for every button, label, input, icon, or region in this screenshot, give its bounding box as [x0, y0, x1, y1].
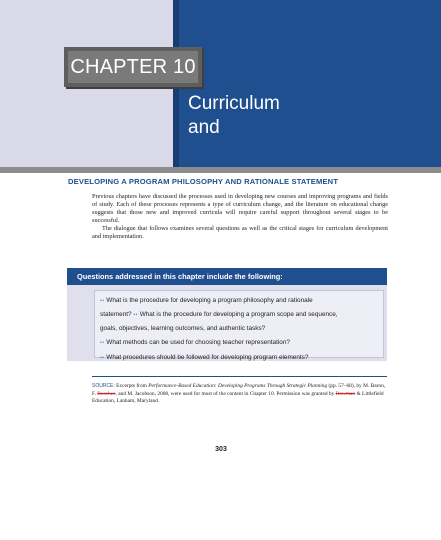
- source-text: (pp. 57–68), by M.: [328, 383, 370, 389]
- bullet-icon: ••: [133, 312, 138, 318]
- paragraph-2-line: curriculum development and implementation.: [92, 225, 388, 241]
- page-number: 303: [215, 446, 227, 453]
- source-text: , and M. Jacobson, 2008, were used for most of the content in Chapter 10. Permission was granted by: [115, 390, 335, 397]
- question-line: [100, 322, 390, 335]
- chapter-label-box: [64, 47, 202, 87]
- source-text: Littlefield Education, Lanham, Maryland.: [92, 390, 384, 405]
- source-text: Excerpts from: [116, 383, 147, 389]
- intro-body: [92, 193, 388, 242]
- paragraph-1-line: careful support throughout several stages to be successful.: [92, 209, 388, 225]
- intro-paragraph-1: [92, 193, 388, 225]
- question-text: What procedures should be followed for developing program elements?: [106, 354, 309, 361]
- paragraph-1-line: the literature on educational change suggests that those new and improved curricula will require: [92, 201, 389, 217]
- source-text: &: [356, 390, 361, 397]
- question-text: statement?: [100, 311, 132, 318]
- question-line: [100, 308, 390, 322]
- chapter-title-line-1: Curriculum: [188, 93, 280, 114]
- bullet-icon: ••: [100, 340, 105, 346]
- source-struck-name: Boschee: [97, 390, 116, 397]
- intro-paragraph-2: [92, 225, 388, 241]
- question-text: What methods can be used for choosing teacher representation?: [106, 339, 290, 346]
- source-struck-name: Rowman: [335, 390, 356, 397]
- chapter-title-line-2: and: [188, 117, 220, 138]
- question-text: goals, objectives, learning outcomes, and authentic tasks?: [100, 325, 266, 332]
- question-text: What is the procedure for developing a program philosophy and rationale: [106, 297, 313, 304]
- bullet-icon: ••: [100, 355, 105, 361]
- paragraph-1-line: Previous chapters have discussed the processes used in developing new courses and improving: [92, 193, 336, 200]
- questions-list: [100, 294, 390, 365]
- bullet-icon: ••: [100, 298, 105, 304]
- question-text: What is the procedure for developing a program scope and sequence,: [139, 311, 338, 318]
- question-line: [100, 294, 390, 308]
- paragraph-2-line: The dialogue that follows examines several questions as well as the critical stages for: [102, 225, 324, 233]
- source-divider: [92, 376, 387, 377]
- source-label: SOURCE:: [92, 383, 115, 389]
- chapter-title: [188, 92, 428, 140]
- questions-heading: Questions addressed in this chapter include the following:: [67, 268, 387, 285]
- source-note: [92, 383, 388, 406]
- question-line: [100, 351, 390, 365]
- paragraph-1-line: programs and fields of study. Each of these processes represents a type of curriculum change, and: [92, 193, 388, 209]
- source-text: Baron, F.: [92, 383, 386, 397]
- question-line: [100, 336, 390, 350]
- source-book-title: Performance-Based Education: Developing Programs Through Strategic Planning: [148, 383, 328, 389]
- header-right-panel: [177, 0, 441, 167]
- header-bottom-rule: [0, 167, 441, 173]
- chapter-label: CHAPTER 10: [68, 51, 198, 83]
- section-heading: DEVELOPING A PROGRAM PHILOSOPHY AND RATIONALE STATEMENT: [68, 177, 339, 186]
